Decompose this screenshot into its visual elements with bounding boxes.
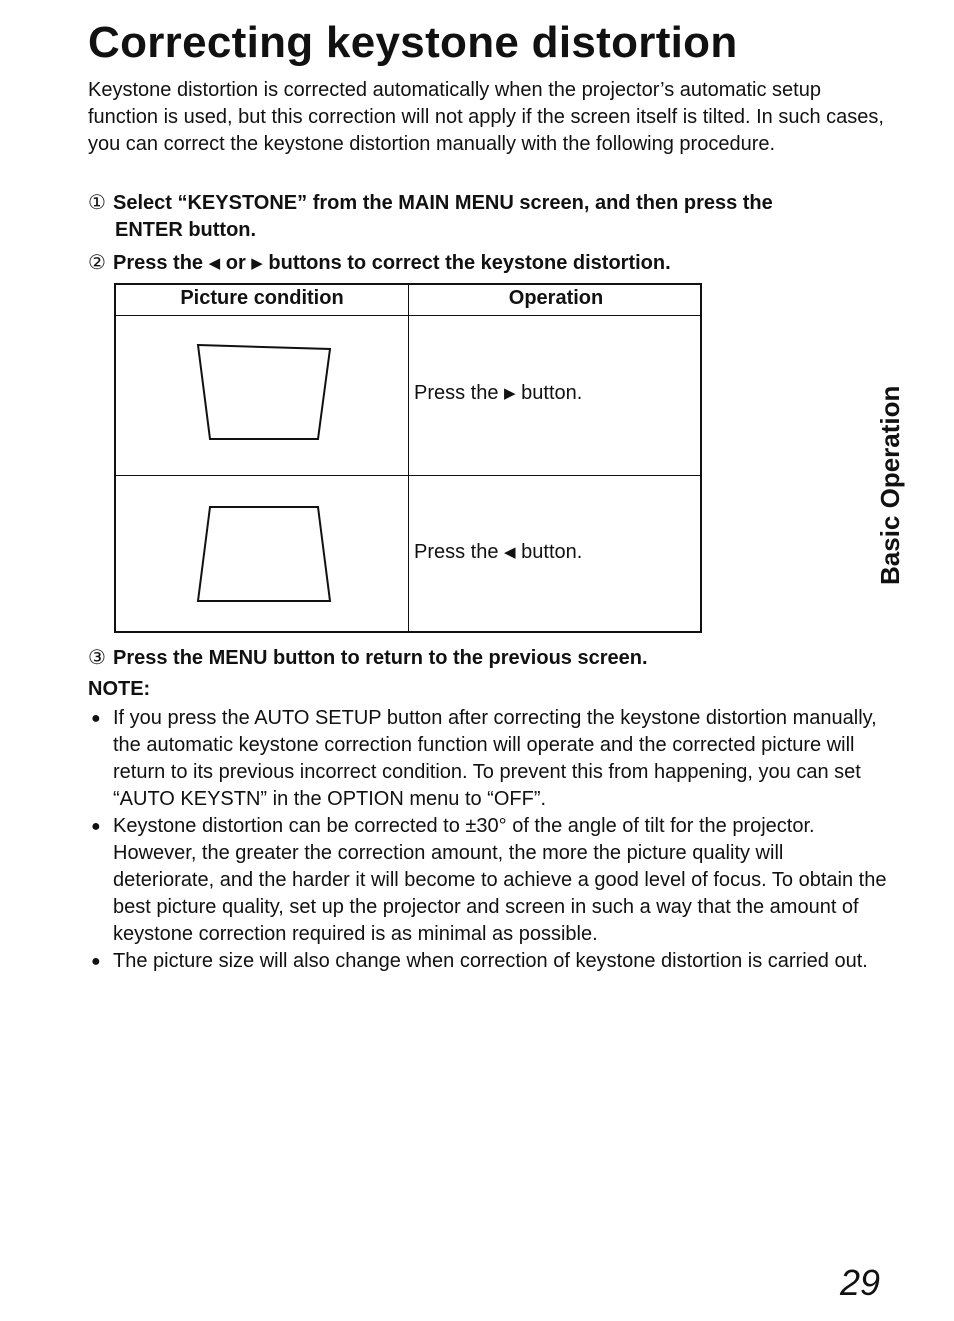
- trapezoid-wide-bottom-icon: [194, 505, 334, 605]
- bullet-icon: ●: [91, 818, 101, 835]
- operation-text-prefix: Press the: [414, 541, 499, 563]
- table-row-divider: [116, 475, 700, 476]
- bullet-icon: ●: [91, 953, 101, 970]
- note-text: If you press the AUTO SETUP button after correcting the keystone distortion manually, the automatic keystone correction function will operate and the corrected picture will return to its previous incorrect condition. To prevent this from happening, you can set “AUTO KEYSTN” in the OPTION menu to “OFF”.: [113, 707, 877, 810]
- step-3-text: Press the MENU button to return to the previous screen.: [113, 647, 648, 669]
- table-row: [414, 541, 582, 564]
- bullet-icon: ●: [91, 710, 101, 727]
- left-arrow-icon: ◀: [504, 544, 516, 561]
- header-picture-condition: Picture condition: [180, 287, 344, 309]
- right-arrow-icon: ▶: [504, 385, 516, 402]
- notes-list: [88, 705, 888, 975]
- step-1-text-line1: Select “KEYSTONE” from the MAIN MENU screen, and then press the: [113, 192, 773, 214]
- page-number: 29: [840, 1262, 881, 1303]
- trapezoid-wide-top-icon: [194, 343, 334, 443]
- list-item: [88, 948, 888, 975]
- section-side-label: Basic Operation: [875, 385, 905, 585]
- table-column-divider: [408, 285, 409, 631]
- page-title: Correcting keystone distortion: [88, 18, 738, 67]
- step-2-number: ②: [88, 252, 106, 274]
- step-3: [88, 645, 888, 672]
- note-text: Keystone distortion can be corrected to ±30° of the angle of tilt for the projector. However, the greater the correction amount, the more the picture quality will deteriorate, and the harder it will become to achieve a good level of focus. To obtain the best picture quality, set up the projector and screen in such a way that the amount of keystone correction required is as minimal as possible.: [113, 815, 887, 945]
- left-arrow-icon: ◀: [208, 255, 221, 272]
- note-heading: NOTE:: [88, 678, 151, 700]
- step-3-number: ③: [88, 647, 106, 669]
- step-1-number: ①: [88, 192, 106, 214]
- step-2-text-a: Press the: [113, 252, 204, 274]
- keystone-table: [114, 283, 702, 633]
- operation-text-suffix: button.: [521, 382, 583, 404]
- list-item: [88, 705, 888, 813]
- list-item: [88, 813, 888, 948]
- operation-text-suffix: button.: [521, 541, 583, 563]
- header-operation: Operation: [508, 287, 604, 309]
- step-2: [88, 250, 888, 277]
- step-1-text-line2: ENTER button.: [115, 219, 257, 241]
- table-row: [414, 382, 582, 405]
- note-text: The picture size will also change when correction of keystone distortion is carried out.: [113, 950, 868, 972]
- intro-paragraph: Keystone distortion is corrected automatically when the projector’s automatic setup function is used, but this correction will not apply if the screen itself is tilted. In such cases, you can correct the keystone distortion manually with the following procedure.: [88, 79, 884, 155]
- operation-text-prefix: Press the: [414, 382, 499, 404]
- step-2-text-b: or: [225, 252, 246, 274]
- step-2-text-c: buttons to correct the keystone distortion.: [268, 252, 671, 274]
- right-arrow-icon: ▶: [251, 255, 263, 272]
- step-1: [88, 190, 888, 244]
